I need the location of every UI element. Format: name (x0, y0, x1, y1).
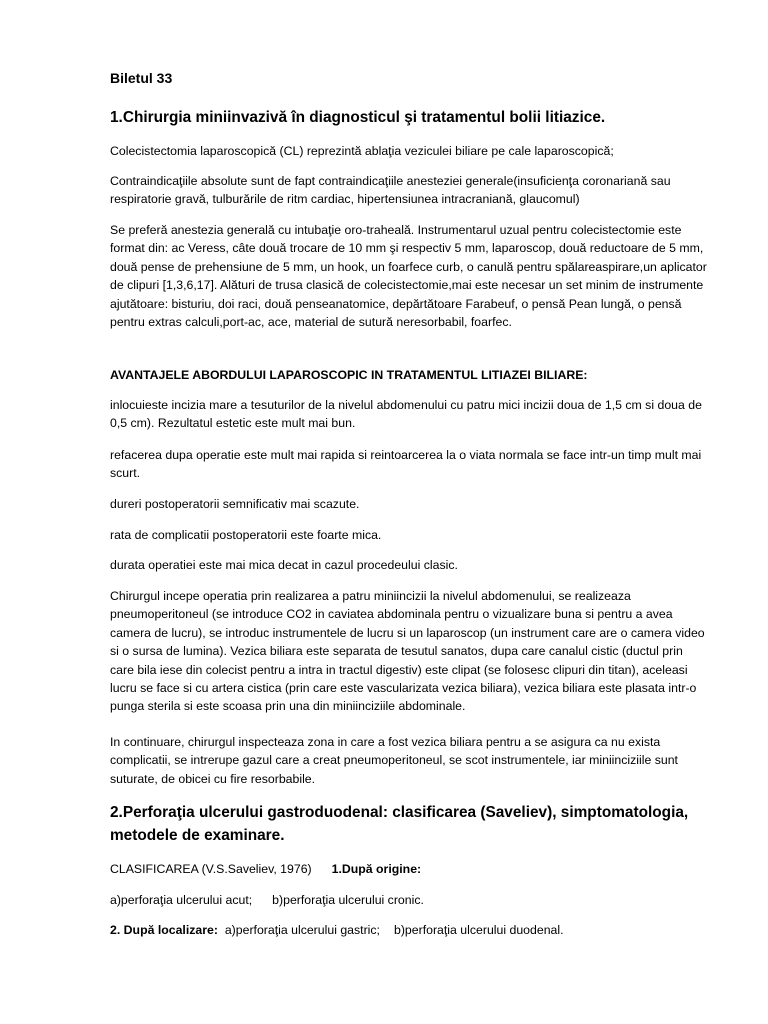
section1-heading: 1.Chirurgia miniinvazivă în diagnosticul şi tratamentul bolii litiazice. (110, 109, 606, 126)
section1-paragraph-5: In continuare, chirurgul inspecteaza zona in care a fost vezica biliara pentru a se asigura ca nu exista complicatii, se intrerupe gazul care a creat pneumoperitoneul, se scot instrumentele, iar miniinciziile sunt suturate, de obicei cu fire resorbabile. (110, 735, 678, 786)
advantage-item-4: rata de complicatii postoperatorii este foarte mica. (110, 528, 382, 542)
advantage-item-1: inlocuieste incizia mare a tesuturilor de la nivelul abdomenului cu patru mici incizii doua de 1,5 cm si doua de 0,5 cm). Rezultatul estetic este mult mai bun. (110, 398, 702, 431)
origin-items-line (110, 891, 710, 909)
section2-heading: 2.Perforaţia ulcerului gastroduodenal: clasificarea (Saveliev), simptomatologia, metodele de examinare. (110, 804, 689, 844)
section1-paragraph-1: Colecistectomia laparoscopică (CL) reprezintă ablaţia veziculei biliare pe cale laparoscopică; (110, 144, 614, 158)
section1-paragraph-4: Chirurgul incepe operatia prin realizarea a patru miniincizii la nivelul abdomenului, se realizeaza pneumoperitoneul (se introduce CO2 in caviatea abdominala pentru o vizualizare buna si pentru a avea camera de lucru), se introduc instrumentele de lucru si un laparoscop (un instrument care are o camera video si o sursa de lumina). Vezica biliara este separata de tesutul sanatos, dupa care canalul cistic (ductul prin care bila iese din colecist pentru a intra in tractul digestiv) este clipat (se folosesc clipuri din titan), aceleasi lucru se face si cu artera cistica (prin care este vascularizata vezica biliara), vezica biliara este plasata intr-o punga sterila si este scoasa prin una din miniinciziile abdominale. (110, 589, 705, 714)
localization-label: 2. După localizare: (110, 923, 218, 937)
origin-item-b: b)perforaţia ulcerului cronic. (272, 893, 424, 907)
advantage-item-2: refacerea dupa operatie este mult mai rapida si reintoarcerea la o viata normala se face intr-un timp mult mai scurt. (110, 448, 702, 481)
classification-label: CLASIFICAREA (V.S.Saveliev, 1976) (110, 862, 312, 876)
advantage-item-5: durata operatiei este mai mica decat in cazul procedeului clasic. (110, 558, 458, 572)
advantages-heading: AVANTAJELE ABORDULUI LAPAROSCOPIC IN TRATAMENTUL LITIAZEI BILIARE: (110, 368, 588, 382)
origin-label: 1.După origine: (331, 862, 422, 876)
localization-line (110, 921, 710, 939)
ticket-title: Biletul 33 (110, 70, 173, 86)
origin-item-a: a)perforaţia ulcerului acut; (110, 893, 253, 907)
localization-item-a: a)perforaţia ulcerului gastric; (224, 923, 380, 937)
section1-paragraph-3: Se preferă anestezia generală cu intubaţie oro-traheală. Instrumentarul uzual pentru colecistectomie este format din: ac Veress, câte două trocare de 10 mm şi respectiv 5 mm, laparoscop, două reductoare de 5 mm, două pense de prehensiune de 5 mm, un hook, un foarfece curb, o canulă pentru spălareaspirare,un aplicator de clipuri [1,3,6,17]. Alături de trusa clasică de colecistectomie,mai este necesar un set minim de instrumente ajutătoare: bisturiu, doi raci, două penseanatomice, depărtătoare Farabeuf, o pensă Pean lungă, o pensă pentru extras calculi,port-ac, ace, material de sutură neresorbabil, foarfec. (110, 223, 707, 330)
section1-paragraph-2: Contraindicaţiile absolute sunt de fapt contraindicaţiile anesteziei generale(insuficienţa coronariană sau respiratorie gravă, tulburările de ritm cardiac, hipertensiunea intracraniană, glaucomul) (110, 174, 671, 207)
localization-item-b: b)perforaţia ulcerului duodenal. (393, 923, 564, 937)
classification-line (110, 860, 710, 878)
advantage-item-3: dureri postoperatorii semnificativ mai scazute. (110, 497, 360, 511)
